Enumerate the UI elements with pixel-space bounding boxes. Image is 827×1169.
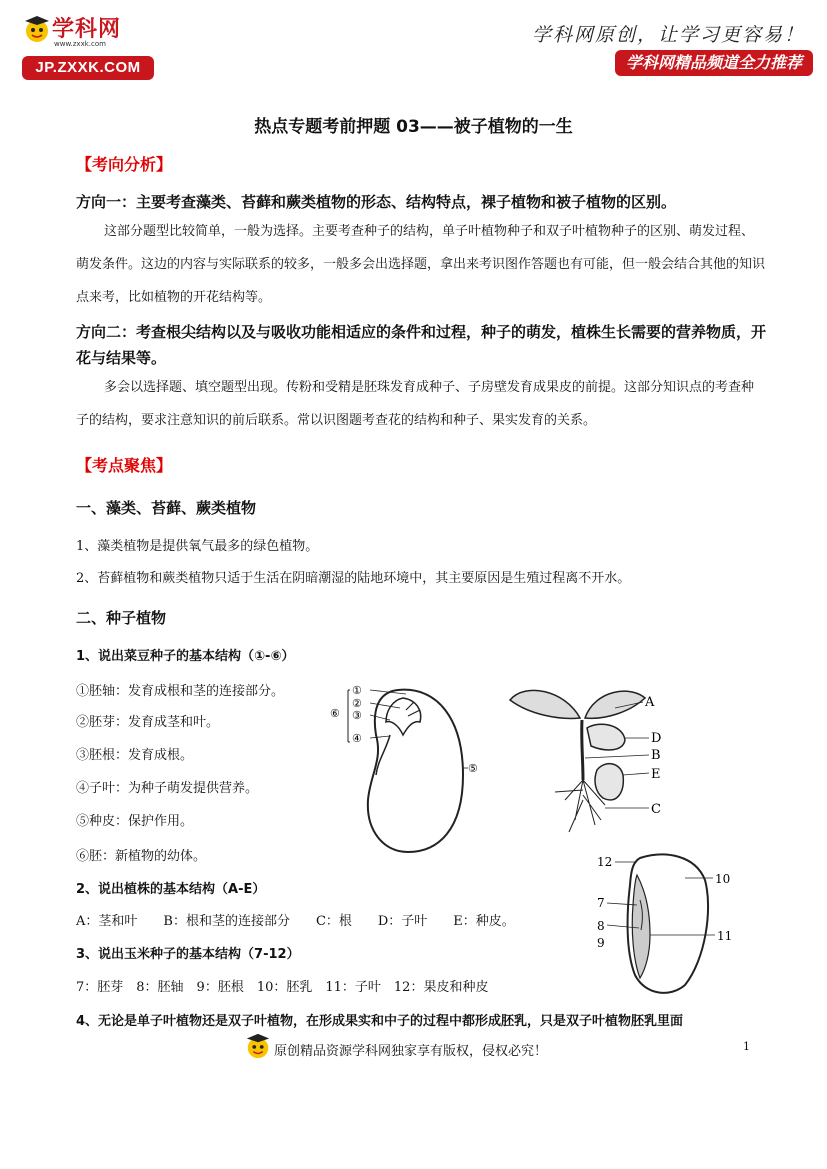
logo-badge[interactable]: JP.ZXXK.COM bbox=[22, 56, 154, 80]
list-item: 1、藻类植物是提供氧气最多的绿色植物。 bbox=[76, 539, 319, 554]
question-corn-seed: 3、说出玉米种子的基本结构（7-12） bbox=[76, 947, 300, 962]
list-item: ④子叶：为种子萌发提供营养。 bbox=[76, 781, 259, 796]
list-item: ⑥胚：新植物的幼体。 bbox=[76, 849, 207, 864]
mascot-icon bbox=[244, 1032, 272, 1060]
corn-label-11: 11 bbox=[717, 929, 733, 943]
plant-label-e: E bbox=[651, 767, 661, 782]
subheading-algae: 一、藻类、苔藓、蕨类植物 bbox=[76, 499, 257, 517]
copyright-text: 原创精品资源学科网独家享有版权，侵权必究！ bbox=[274, 1044, 548, 1059]
answer-corn-seed: 7：胚芽 8：胚轴 9：胚根 10：胚乳 11：子叶 12：果皮和种皮 bbox=[76, 980, 489, 995]
corn-label-8: 8 bbox=[597, 919, 605, 933]
direction-two-title: 方向二：考查根尖结构以及与吸收功能相适应的条件和过程，种子的萌发，植株生长需要的营养物质，开花与结果等。 bbox=[76, 323, 767, 367]
plant-label-d: D bbox=[651, 731, 662, 746]
plant-label-c: C bbox=[651, 802, 661, 817]
bean-label-4: ④ bbox=[352, 732, 362, 745]
bean-label-2: ② bbox=[352, 697, 362, 710]
answer-plant-structure: A：茎和叶 B：根和茎的连接部分 C：根 D：子叶 E：种皮。 bbox=[76, 914, 515, 929]
direction-one-text: 这部分题型比较简单，一般为选择。主要考查种子的结构，单子叶植物种子和双子叶植物种子的区别、萌发过程、萌发条件。这边的内容与实际联系的较多，一般多会出选择题，拿出来考识图作答题也有可能，但一般会结合其他的知识点来考，比如植物的开花结构等。 bbox=[76, 224, 766, 305]
list-item: ⑤种皮：保护作用。 bbox=[76, 814, 194, 829]
list-item: 2、苔藓植物和蕨类植物只适于生活在阴暗潮湿的陆地环境中，其主要原因是生殖过程离不开水。 bbox=[76, 571, 631, 586]
section-heading-analysis: 【考向分析】 bbox=[76, 155, 173, 174]
bean-label-3: ③ bbox=[352, 709, 362, 722]
mascot-icon bbox=[22, 14, 52, 44]
page-number: 1 bbox=[743, 1040, 750, 1053]
site-logo[interactable] bbox=[22, 14, 162, 82]
question-bean-seed: 1、说出菜豆种子的基本结构（①-⑥） bbox=[76, 649, 295, 664]
list-item: ③胚根：发育成根。 bbox=[76, 748, 194, 763]
question-endosperm: 4、无论是单子叶植物还是双子叶植物，在形成果实和中子的过程中都形成胚乳，只是双子叶植物胚乳里面 bbox=[76, 1014, 684, 1029]
logo-text: 学科网 bbox=[52, 17, 122, 42]
seedling-diagram bbox=[505, 680, 680, 835]
direction-two-text: 多会以选择题、填空题型出现。传粉和受精是胚珠发育成种子、子房壁发育成果皮的前提。这部分知识点的考查种子的结构，要求注意知识的前后联系。常以识图题考查花的结构和种子、果实发育的关系。 bbox=[76, 380, 755, 428]
bean-seed-diagram bbox=[328, 680, 488, 860]
subheading-seed-plants: 二、种子植物 bbox=[76, 609, 167, 627]
plant-label-a: A bbox=[645, 695, 655, 710]
corn-seed-diagram bbox=[595, 850, 755, 1000]
direction-one-title: 方向一：主要考查藻类、苔藓和蕨类植物的形态、结构特点，裸子植物和被子植物的区别。 bbox=[76, 193, 677, 211]
header-slogan: 学科网原创，让学习更容易！ bbox=[531, 24, 805, 46]
page-title: 热点专题考前押题 03——被子植物的一生 bbox=[254, 117, 573, 137]
question-plant-structure: 2、说出植株的基本结构（A-E） bbox=[76, 882, 266, 897]
list-item: ①胚轴：发育成根和茎的连接部分。 bbox=[76, 684, 285, 699]
bean-label-1: ① bbox=[352, 684, 362, 697]
section-heading-focus: 【考点聚焦】 bbox=[76, 456, 173, 475]
bean-label-5: ⑤ bbox=[468, 762, 478, 775]
corn-label-10: 10 bbox=[715, 872, 731, 886]
header-recommend-badge[interactable]: 学科网精品频道全力推荐 bbox=[615, 50, 813, 76]
logo-url: www.zxxk.com bbox=[54, 40, 106, 48]
corn-label-7: 7 bbox=[597, 896, 605, 910]
plant-label-b: B bbox=[651, 748, 661, 763]
bean-label-6: ⑥ bbox=[330, 707, 340, 720]
list-item: ②胚芽：发育成茎和叶。 bbox=[76, 715, 220, 730]
footer bbox=[244, 1032, 604, 1062]
corn-label-12: 12 bbox=[597, 855, 613, 869]
corn-label-9: 9 bbox=[597, 936, 605, 950]
